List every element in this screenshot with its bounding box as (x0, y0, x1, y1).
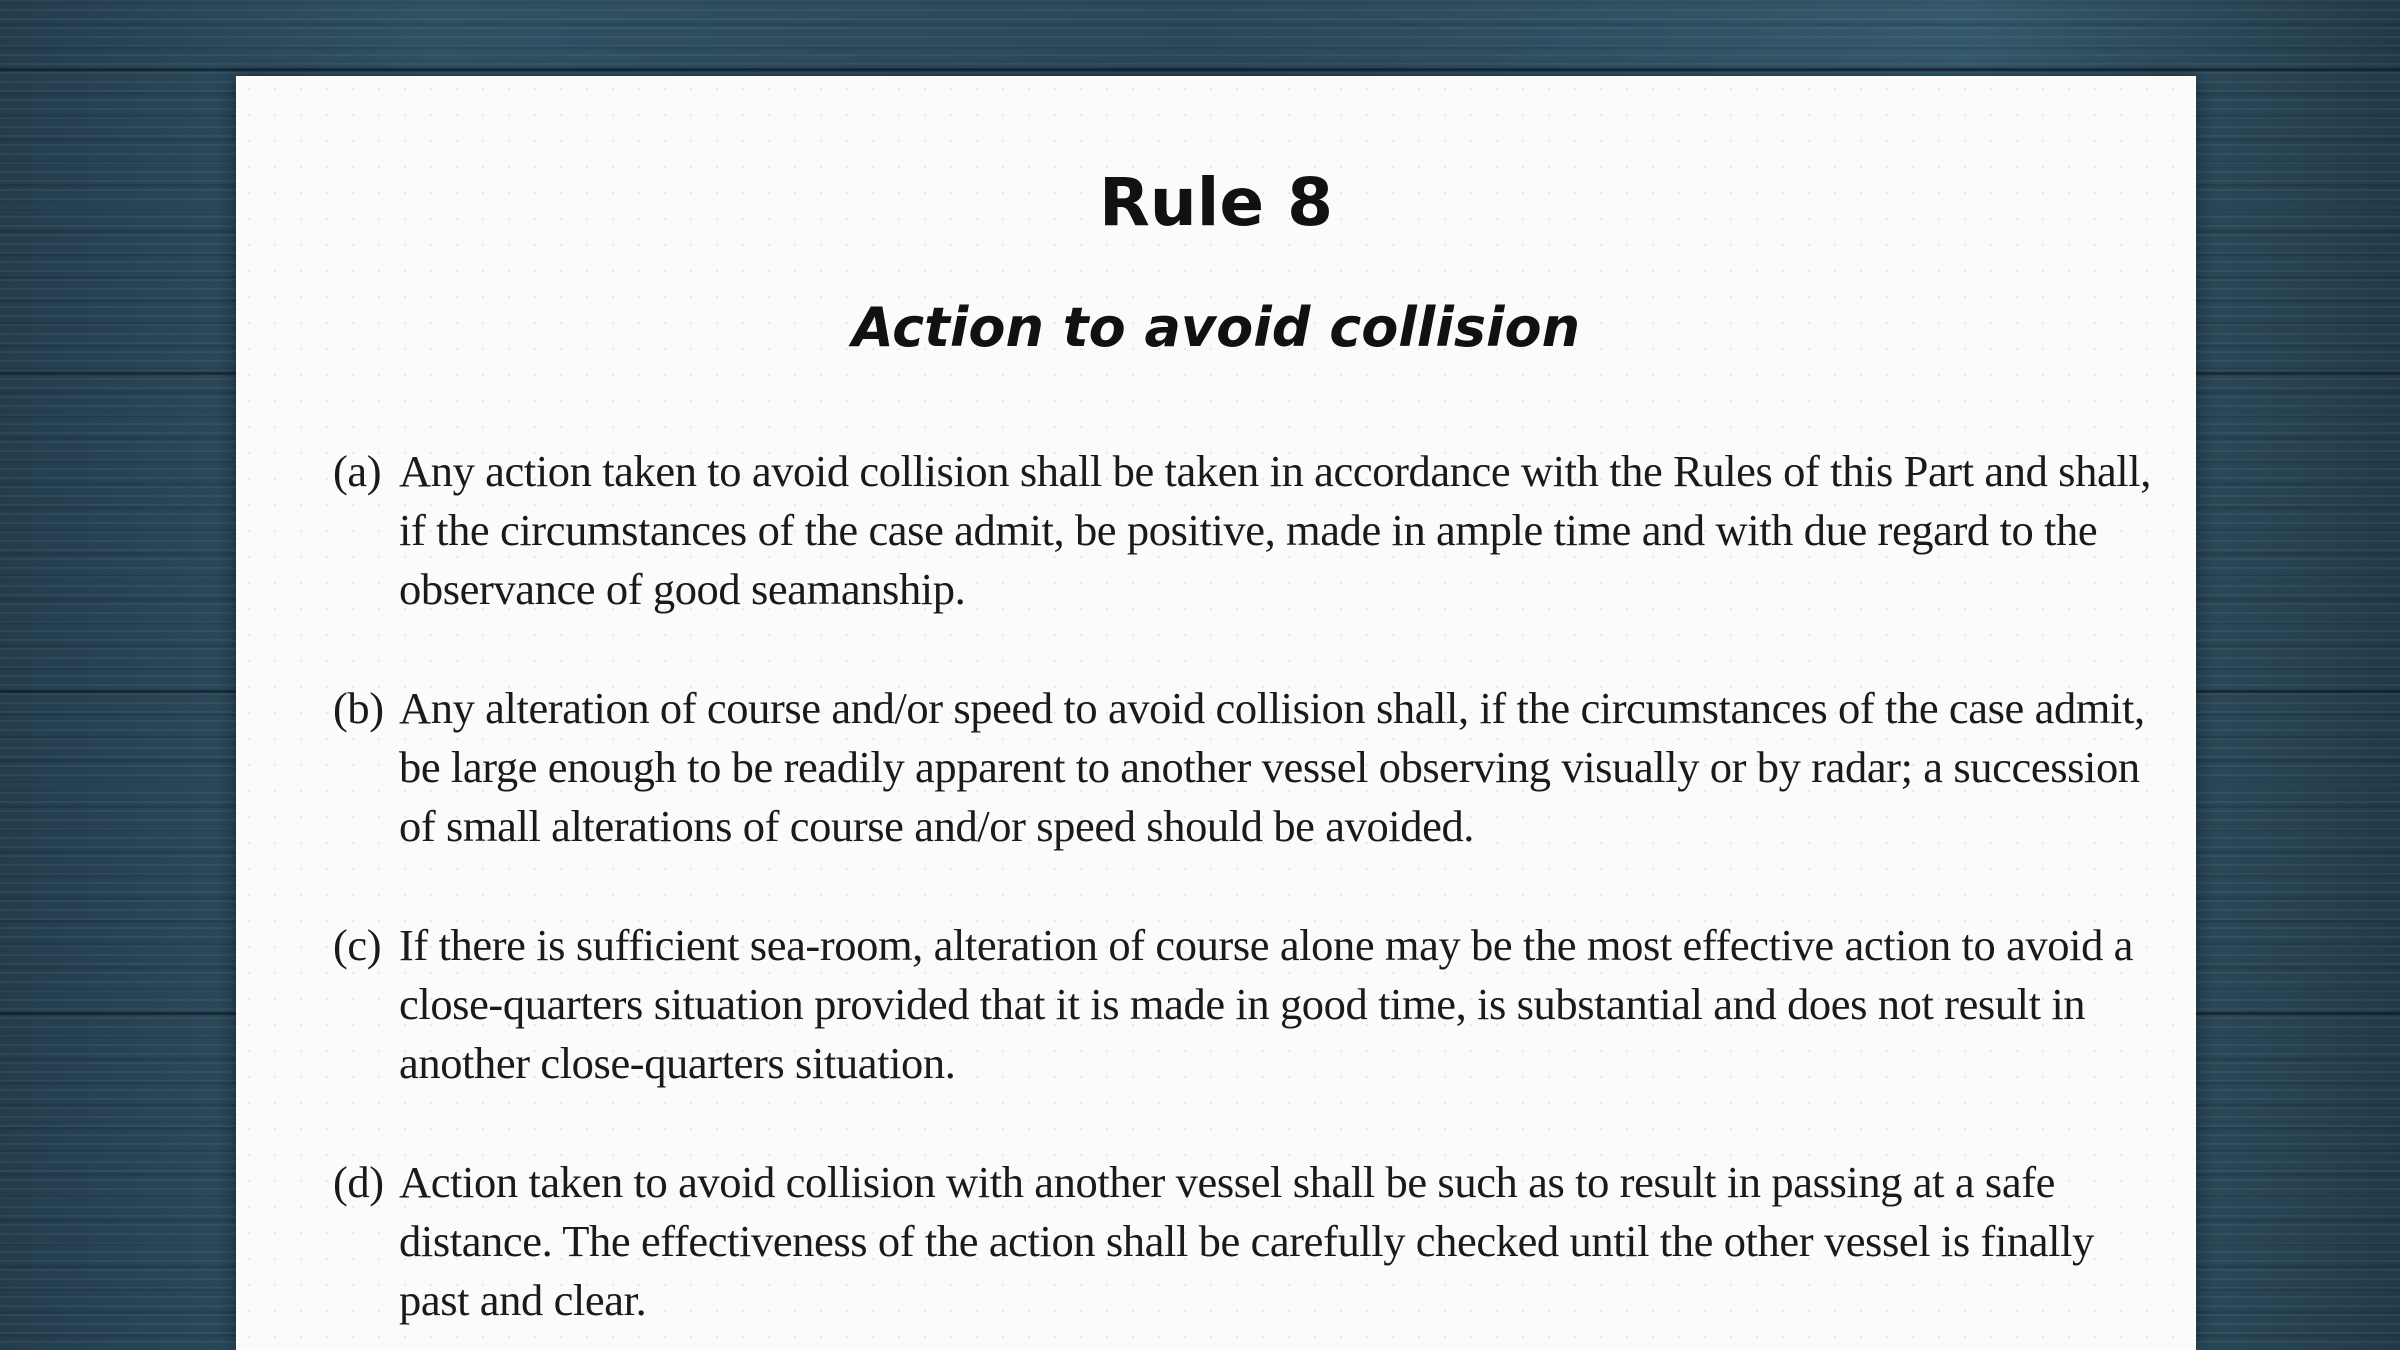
rule-title: Rule 8 (1098, 164, 1334, 241)
clause-c (333, 916, 2153, 1093)
clause-letter: (a) (333, 446, 382, 496)
clause-text: Any action taken to avoid collision shall be taken in accordance with the Rules of this Part and shall, if the circumstances of the case admit, be positive, made in ample time and with due regard to the observance of good seamanship. (399, 446, 2151, 614)
clause-d (333, 1153, 2153, 1330)
clause-letter: (c) (333, 920, 382, 970)
document-page (236, 76, 2196, 1350)
clause-text: If there is sufficient sea-room, alteration of course alone may be the most effective action to avoid a close-quarters situation provided that it is made in good time, is substantial and does not result in another close-quarters situation. (399, 920, 2134, 1088)
board-seam (0, 68, 2400, 71)
clause-list (333, 442, 2153, 1350)
clause-letter: (b) (333, 683, 384, 733)
rule-subtitle: Action to avoid collision (851, 296, 1581, 359)
clause-b (333, 679, 2153, 856)
clause-text: Action taken to avoid collision with another vessel shall be such as to result in passing at a safe distance. The effectiveness of the action shall be carefully checked until the other vessel is finally past and clear. (399, 1157, 2094, 1325)
clause-letter: (d) (333, 1157, 384, 1207)
clause-a (333, 442, 2153, 619)
clause-text: Any alteration of course and/or speed to avoid collision shall, if the circumstances of the case admit, be large enough to be readily apparent to another vessel observing visually or by radar; a succession of small alterations of course and/or speed should be avoided. (399, 683, 2145, 851)
